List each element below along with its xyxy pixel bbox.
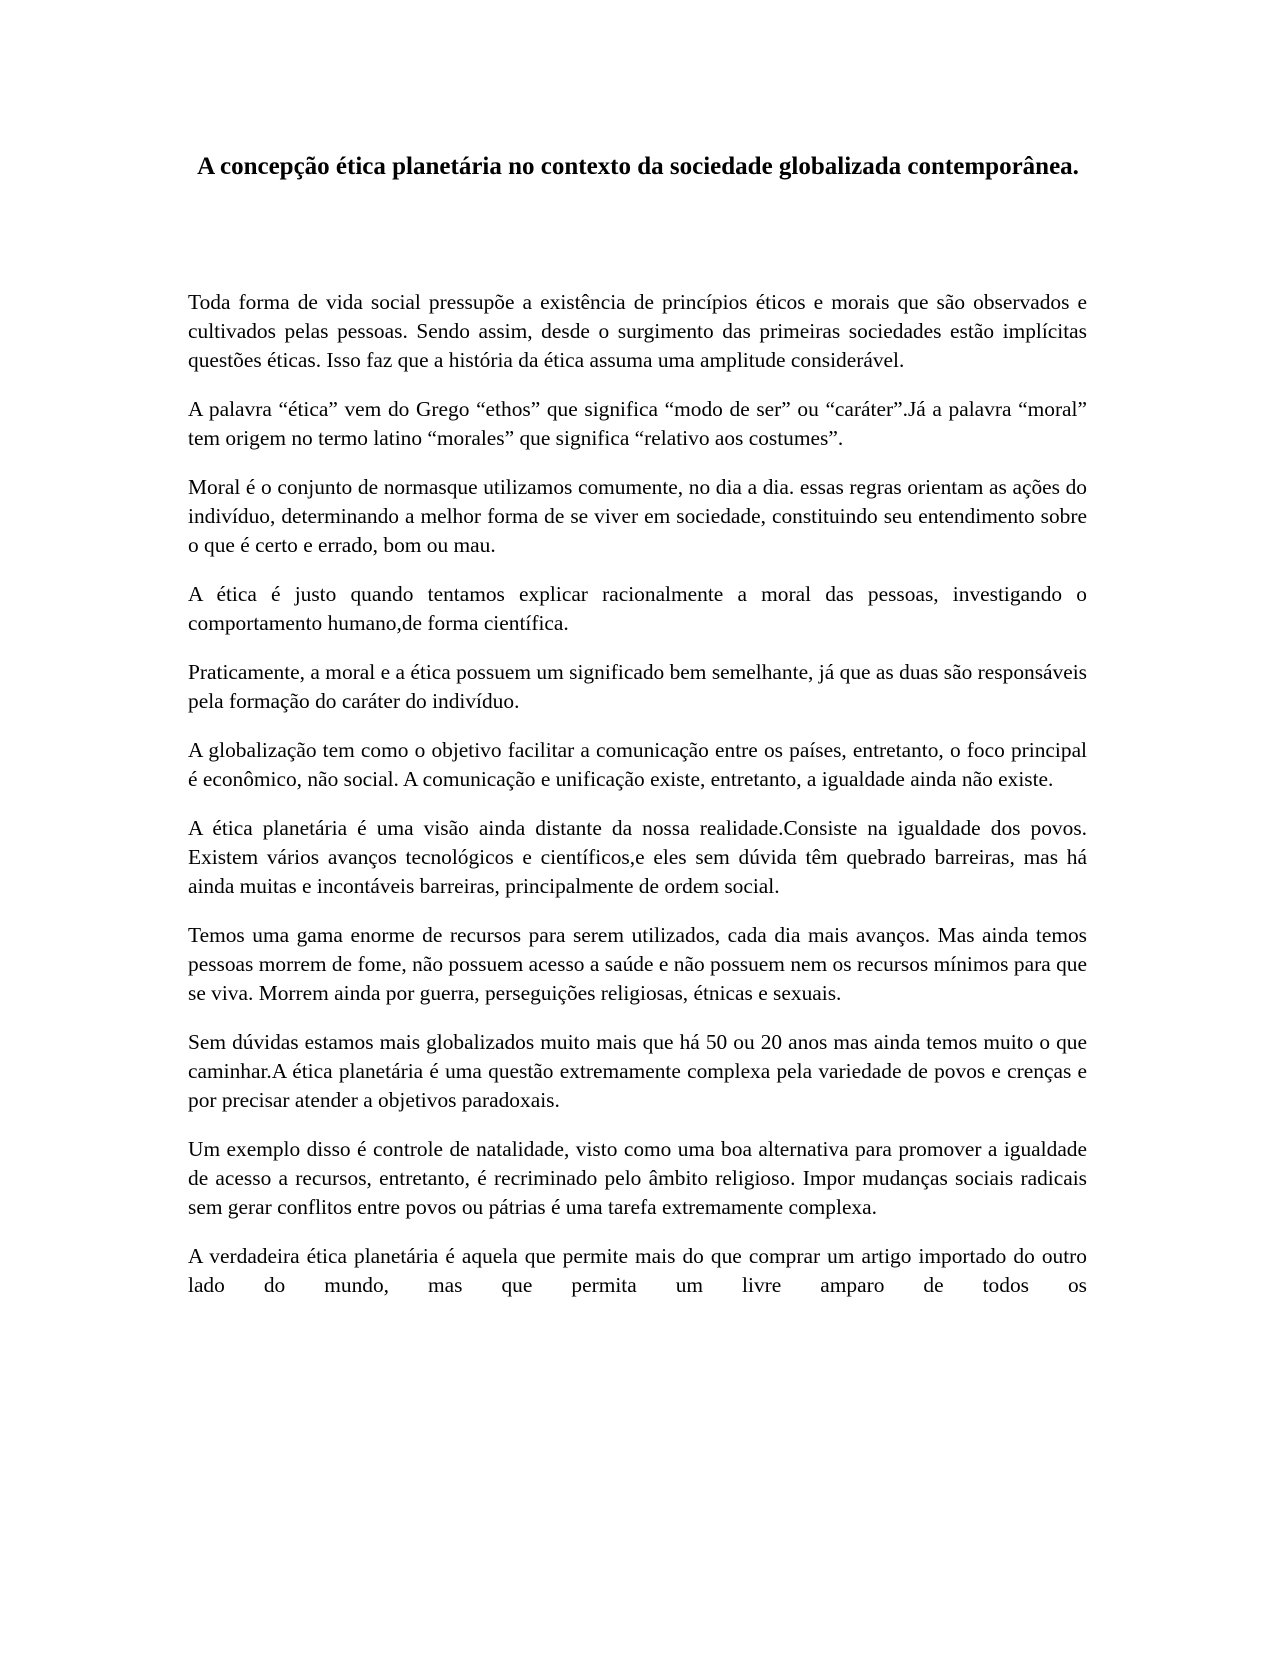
paragraph-11: A verdadeira ética planetária é aquela que permite mais do que comprar um artigo importado do outro lado do mundo, mas que permita um livre amparo de todos os [188,1244,1087,1297]
paragraph-9: Sem dúvidas estamos mais globalizados muito mais que há 50 ou 20 anos mas ainda temos muito o que caminhar.A ética planetária é uma questão extremamente complexa pela variedade de povos e crenças e por precisar atender a objetivos paradoxais. [188,1030,1087,1112]
paragraph-3: Moral é o conjunto de normasque utilizamos comumente, no dia a dia. essas regras orientam as ações do indivíduo, determinando a melhor forma de se viver em sociedade, constituindo seu entendimento sobre o que é certo e errado, bom ou mau. [188,475,1087,557]
paragraph-2: A palavra “ética” vem do Grego “ethos” que significa “modo de ser” ou “caráter”.Já a palavra “moral” tem origem no termo latino “morales” que significa “relativo aos costumes”. [188,397,1087,450]
paragraph-1: Toda forma de vida social pressupõe a existência de princípios éticos e morais que são observados e cultivados pelas pessoas. Sendo assim, desde o surgimento das primeiras sociedades estão implícitas questões éticas. Isso faz que a história da ética assuma uma amplitude considerável. [188,290,1087,372]
paragraph-7: A ética planetária é uma visão ainda distante da nossa realidade.Consiste na igualdade dos povos. Existem vários avanços tecnológicos e científicos,e eles sem dúvida têm quebrado barreiras, mas há ainda muitas e incontáveis barreiras, principalmente de ordem social. [188,816,1087,898]
paragraph-6: A globalização tem como o objetivo facilitar a comunicação entre os países, entretanto, o foco principal é econômico, não social. A comunicação e unificação existe, entretanto, a igualdade ainda não existe. [188,738,1087,791]
paragraph-4: A ética é justo quando tentamos explicar racionalmente a moral das pessoas, investigando o comportamento humano,de forma científica. [188,582,1087,635]
document-title: A concepção ética planetária no contexto da sociedade globalizada contemporânea. [197,153,1079,180]
document-body [188,288,1087,1320]
paragraph-10: Um exemplo disso é controle de natalidade, visto como uma boa alternativa para promover a igualdade de acesso a recursos, entretanto, é recriminado pelo âmbito religioso. Impor mudanças sociais radicais sem gerar conflitos entre povos ou pátrias é uma tarefa extremamente complexa. [188,1137,1087,1219]
paragraph-5: Praticamente, a moral e a ética possuem um significado bem semelhante, já que as duas são responsáveis pela formação do caráter do indivíduo. [188,660,1087,713]
paragraph-8: Temos uma gama enorme de recursos para serem utilizados, cada dia mais avanços. Mas ainda temos pessoas morrem de fome, não possuem acesso a saúde e não possuem nem os recursos mínimos para que se viva. Morrem ainda por guerra, perseguições religiosas, étnicas e sexuais. [188,923,1087,1005]
